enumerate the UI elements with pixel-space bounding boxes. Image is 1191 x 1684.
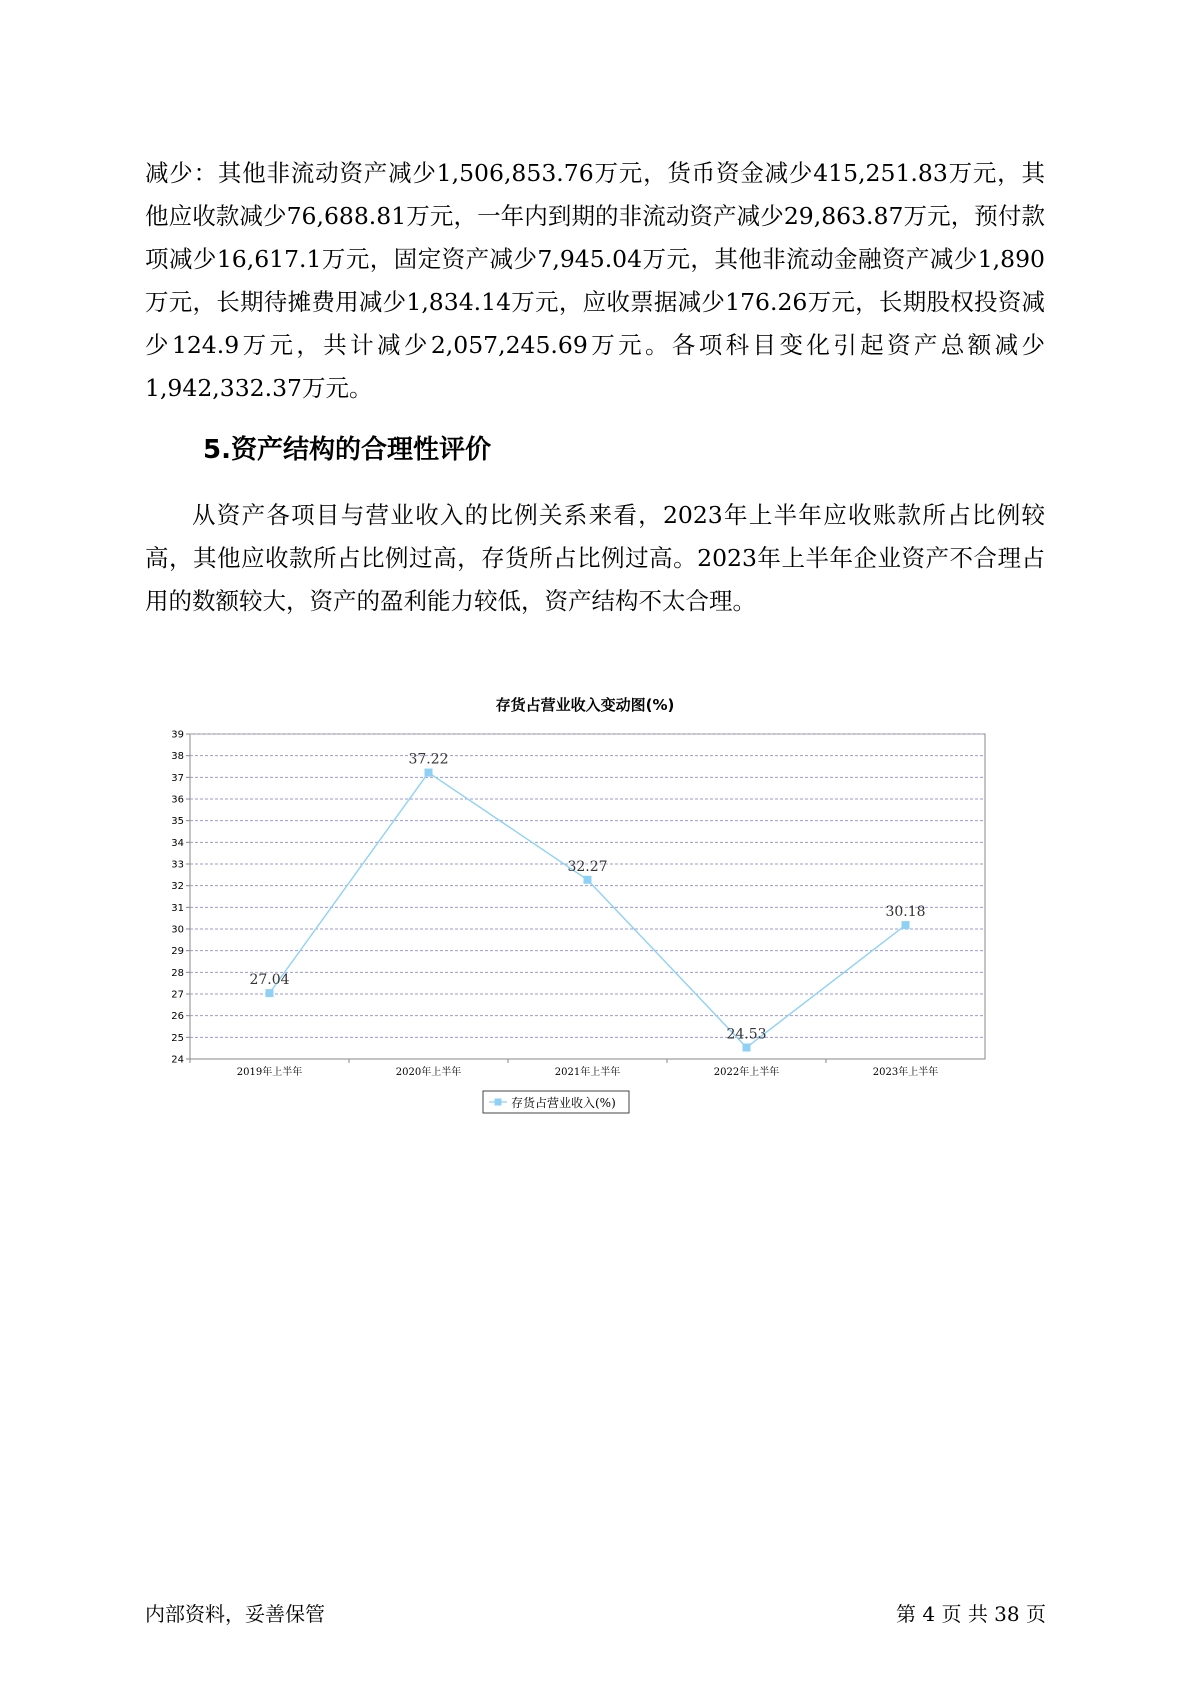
y-tick-label: 33 — [171, 859, 184, 871]
footer-page-number: 第 4 页 共 38 页 — [896, 1602, 1046, 1626]
y-tick-label: 29 — [171, 946, 184, 958]
y-tick-label: 30 — [171, 924, 184, 936]
chart-svg — [160, 690, 1030, 1160]
y-tick-label: 26 — [171, 1011, 184, 1023]
x-tick-label: 2020年上半年 — [395, 1067, 462, 1078]
inventory-revenue-chart — [160, 690, 1030, 1160]
data-label: 32.27 — [567, 858, 608, 875]
data-point — [266, 989, 274, 997]
x-tick-label: 2022年上半年 — [713, 1067, 780, 1078]
data-point — [584, 876, 592, 884]
grid-layer — [190, 734, 985, 1037]
x-tick-label: 2023年上半年 — [872, 1067, 939, 1078]
y-tick-label: 25 — [171, 1032, 184, 1044]
y-tick-label: 38 — [171, 751, 184, 763]
paragraph-asset-structure: 从资产各项目与营业收入的比例关系来看，2023年上半年应收账款所占比例较高，其他应收款所占比例过高，存货所占比例过高。2023年上半年企业资产不合理占用的数额较大，资产的盈利能力较低，资产结构不太合理。 — [145, 501, 1045, 615]
series-line — [270, 773, 906, 1048]
y-axis-ticks — [171, 730, 190, 1066]
x-tick-label: 2021年上半年 — [554, 1067, 621, 1078]
y-tick-label: 36 — [171, 794, 184, 806]
paragraph-asset-decrease: 减少：其他非流动资产减少1,506,853.76万元，货币资金减少415,251.83万元，其他应收款减少76,688.81万元，一年内到期的非流动资产减少29,863.87万元，预付款项减少16,617.1万元，固定资产减少7,945.04万元，其他非流动金融资产减少1,890万元，长期待摊费用减少1,834.14万元，应收票据减少176.26万元，长期股权投资减少124.9万元，共计减少2,057,245.69万元。各项科目变化引起资产总额减少1,942,332.37万元。 — [145, 159, 1045, 402]
legend-marker — [495, 1099, 502, 1106]
y-tick-label: 31 — [171, 902, 184, 914]
chart-legend — [483, 1091, 629, 1113]
data-label: 24.53 — [726, 1026, 767, 1043]
data-label-layer — [249, 752, 925, 1043]
y-tick-label: 27 — [171, 989, 184, 1001]
chart-title: 存货占营业收入变动图(%) — [495, 696, 675, 714]
y-tick-label: 35 — [171, 816, 184, 828]
y-tick-label: 24 — [171, 1054, 184, 1066]
plot-area-border — [190, 734, 985, 1059]
y-tick-label: 28 — [171, 967, 184, 979]
y-tick-label: 39 — [171, 729, 184, 741]
data-point — [425, 769, 433, 777]
section-heading: 5.资产结构的合理性评价 — [203, 435, 491, 465]
footer-confidential-note: 内部资料，妥善保管 — [145, 1602, 325, 1626]
y-tick-label: 34 — [171, 837, 184, 849]
data-label: 27.04 — [249, 972, 290, 989]
data-label: 30.18 — [885, 904, 926, 921]
x-axis-ticks — [190, 1059, 938, 1078]
series-layer — [266, 769, 910, 1052]
legend-label: 存货占营业收入(%) — [511, 1096, 616, 1110]
data-point — [743, 1044, 751, 1052]
y-tick-label: 32 — [171, 881, 184, 893]
data-point — [902, 921, 910, 929]
x-tick-label: 2019年上半年 — [236, 1067, 303, 1078]
data-label: 37.22 — [408, 751, 449, 768]
y-tick-label: 37 — [171, 772, 184, 784]
